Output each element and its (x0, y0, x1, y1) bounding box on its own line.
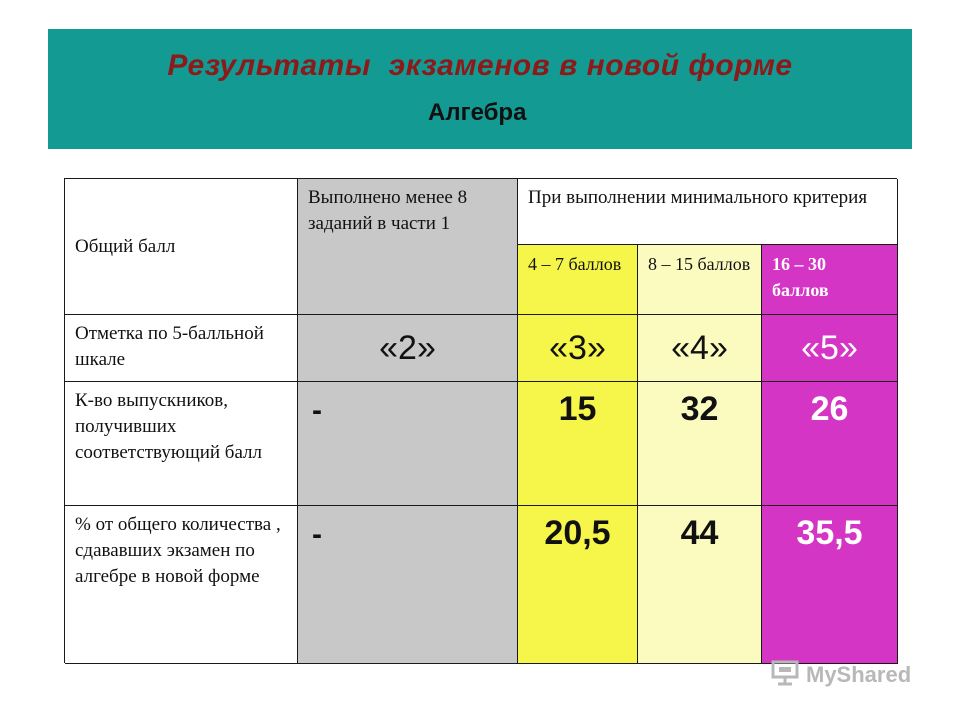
grade-5: «5» (762, 315, 898, 382)
count-grade-4: 32 (638, 382, 762, 506)
col-header-fail: Выполнено менее 8 заданий в части 1 (298, 179, 518, 315)
watermark-text: MyShared (806, 662, 912, 687)
count-grade-3: 15 (518, 382, 638, 506)
percent-grade-3: 20,5 (518, 506, 638, 664)
grade-2: «2» (298, 315, 518, 382)
count-grade-2: - (298, 382, 518, 506)
row-header-percent: % от общего количества , сдававших экзамен по алгебре в новой форме (65, 506, 298, 664)
range-4-7: 4 – 7 баллов (518, 245, 638, 315)
percent-grade-2: - (298, 506, 518, 664)
page-subtitle: Алгебра (428, 99, 527, 126)
presentation-icon (770, 658, 800, 692)
range-8-15: 8 – 15 баллов (638, 245, 762, 315)
watermark (770, 660, 911, 690)
percent-grade-5: 35,5 (762, 506, 898, 664)
count-grade-5: 26 (762, 382, 898, 506)
row-header-count: К-во выпускников, получивших соответствующий балл (65, 382, 298, 506)
title-banner (48, 29, 912, 149)
percent-grade-4: 44 (638, 506, 762, 664)
grade-3: «3» (518, 315, 638, 382)
page-title: Результаты экзаменов в новой форме (167, 49, 793, 82)
col-header-min-criteria: При выполнении минимального критерия (518, 179, 898, 245)
row-header-grade: Отметка по 5-балльной шкале (65, 315, 298, 382)
row-header-total-score: Общий балл (65, 179, 298, 315)
results-table (64, 178, 897, 663)
grade-4: «4» (638, 315, 762, 382)
range-16-30: 16 – 30 баллов (762, 245, 898, 315)
